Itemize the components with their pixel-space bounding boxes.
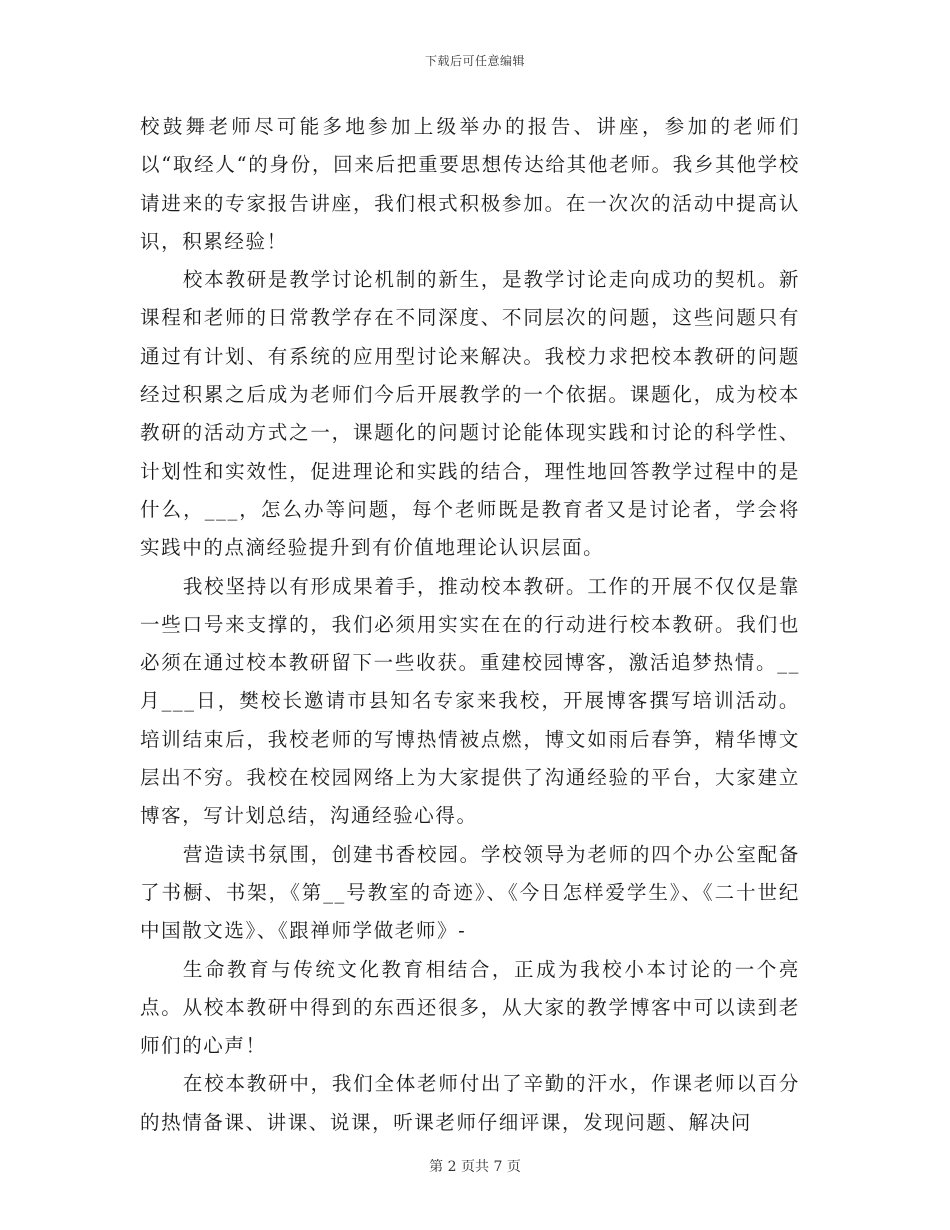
paragraph-school-research: 校本教研是教学讨论机制的新生，是教学讨论走向成功的契机。新课程和老师的日常教学存在不同深度、不同层次的问题，这些问题只有通过有计划、有系统的应用型讨论来解决。我校力求把校本教研的问题经过积累之后成为老师们今后开展教学的一个依据。课题化，成为校本教研的活动方式之一，课题化的问题讨论能体现实践和讨论的科学性、计划性和实效性，促进理论和实践的结合，理性地回答教学过程中的是什么，___，怎么办等问题，每个老师既是教育者又是讨论者，学会将实践中的点滴经验提升到有价值地理论认识层面。 bbox=[140, 268, 800, 560]
paragraph-continuation: 校鼓舞老师尽可能多地参加上级举办的报告、讲座，参加的老师们以“取经人“的身份，回来后把重要思想传达给其他老师。我乡其他学校请进来的专家报告讲座，我们根式积极参加。在一次次的活动中提高认识，积累经验！ bbox=[140, 115, 800, 253]
total-page-count: 7 bbox=[493, 1159, 503, 1175]
page-header: 下载后可任意编辑 bbox=[424, 54, 525, 68]
paragraph-tangible-results: 我校坚持以有形成果着手，推动校本教研。工作的开展不仅仅是靠一些口号来支撑的，我们必须用实实在在的行动进行校本教研。我们也必须在通过校本教研留下一些收获。重建校园博客，激活追梦热情。__月___日，樊校长邀请市县知名专家来我校，开展博客撰写培训活动。培训结束后，我校老师的写博热情被点燃，博文如雨后春笋，精华博文层出不穷。我校在校园网络上为大家提供了沟通经验的平台，大家建立博客，写计划总结，沟通经验心得。 bbox=[140, 574, 800, 828]
current-page-number: 2 bbox=[447, 1159, 457, 1175]
page-number-footer bbox=[0, 1156, 950, 1176]
paragraph-life-education: 生命教育与传统文化教育相结合，正成为我校小本讨论的一个亮点。从校本教研中得到的东西还很多，从大家的教学博客中可以读到老师们的心声！ bbox=[140, 957, 800, 1058]
page-number-middle: 页共 bbox=[461, 1159, 489, 1175]
page-number-prefix: 第 bbox=[429, 1159, 444, 1175]
paragraph-reading-atmosphere: 营造读书氛围，创建书香校园。学校领导为老师的四个办公室配备了书橱、书架，《第__号教室的奇迹》、《今日怎样爱学生》、《二十世纪中国散文选》、《跟禅师学做老师》- bbox=[140, 842, 800, 943]
page-number-suffix: 页 bbox=[506, 1159, 521, 1175]
document-body bbox=[140, 108, 800, 1142]
paragraph-teacher-effort: 在校本教研中，我们全体老师付出了辛勤的汗水，作课老师以百分的热情备课、讲课、说课，听课老师仔细评课，发现问题、解决问 bbox=[140, 1072, 800, 1134]
